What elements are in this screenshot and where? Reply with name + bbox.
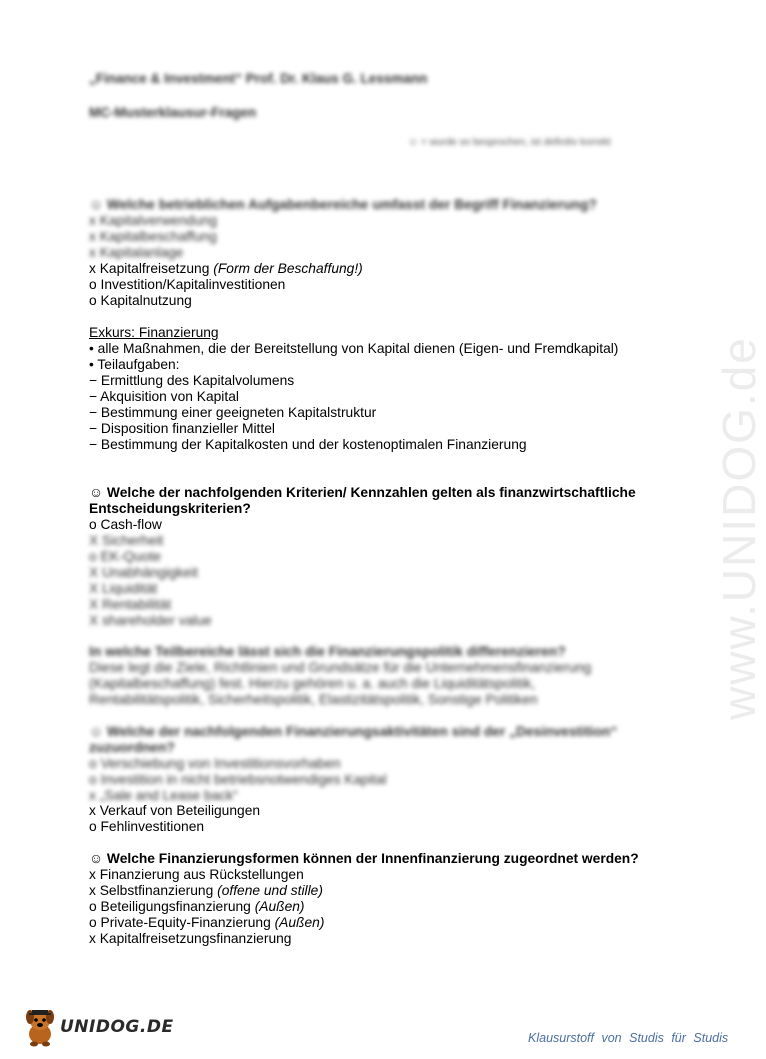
q4-question-line-1: ☺ Welche der nachfolgenden Finanzierungsaktivitäten sind der „Desinvestition“ xyxy=(89,724,618,739)
q5-option-4 xyxy=(89,915,324,931)
document-subtitle: MC-Musterklausur-Fragen xyxy=(89,105,257,120)
q2-option-2: X Sicherheit xyxy=(89,533,164,548)
footer-slogan: Klausurstoff von Studis für Studis xyxy=(528,1031,729,1045)
q1-option-3: x Kapitalanlage xyxy=(89,245,184,260)
q4-question-line-2: zuzuordnen? xyxy=(89,740,175,755)
q2-option-1: o Cash-flow xyxy=(89,517,162,532)
q5-option-4-text: o Private-Equity-Finanzierung xyxy=(89,915,275,930)
q4-option-3: x „Sale and Lease back“ xyxy=(89,788,238,803)
q5-option-2-note: (offene und stille) xyxy=(217,883,323,898)
q5-question: ☺ Welche Finanzierungsformen können der Innenfinanzierung zugeordnet werden? xyxy=(89,851,639,866)
q5-option-2 xyxy=(89,883,323,899)
exkurs-dash-5: − Bestimmung der Kapitalkosten und der kostenoptimalen Finanzierung xyxy=(89,437,527,452)
q4-option-5: o Fehlinvestitionen xyxy=(89,819,205,834)
q3-answer-line-3: Rentabilitätspolitik, Sicherheitspolitik, Elastizitätspolitik, Sonstige Politiken xyxy=(89,692,538,707)
q5-option-5: x Kapitalfreisetzungsfinanzierung xyxy=(89,931,292,946)
q5-option-2-text: x Selbstfinanzierung xyxy=(89,883,218,898)
q5-option-3-text: o Beteiligungsfinanzierung xyxy=(89,899,255,914)
q1-question: ☺ Welche betrieblichen Aufgabenbereiche umfasst der Begriff Finanzierung? xyxy=(89,197,597,212)
exkurs-heading: Exkurs: Finanzierung xyxy=(89,325,219,340)
q2-question-line-1: ☺ Welche der nachfolgenden Kriterien/ Kennzahlen gelten als finanzwirtschaftliche xyxy=(89,485,636,500)
q2-question-line-2: Entscheidungskriterien? xyxy=(89,501,251,516)
document-title: „Finance & Investment“ Prof. Dr. Klaus G. Lessmann xyxy=(89,71,428,86)
q4-option-1: o Verschiebung von Investitionsvorhaben xyxy=(89,756,341,771)
q4-option-2: o Investition in nicht betriebsnotwendiges Kapital xyxy=(89,772,387,787)
q3-answer-line-1: Diese legt die Ziele, Richtlinien und Grundsätze für die Unternehmensfinanzierung xyxy=(89,660,592,675)
q5-option-3 xyxy=(89,899,305,915)
q2-option-3: o EK-Quote xyxy=(89,549,162,564)
q2-option-6: X Rentabilität xyxy=(89,597,172,612)
unidog-logo[interactable] xyxy=(22,1007,174,1047)
q1-option-4-text: x Kapitalfreisetzung xyxy=(89,261,214,276)
exkurs-dash-4: − Disposition finanzieller Mittel xyxy=(89,421,275,436)
dog-mascot-icon xyxy=(22,1007,58,1047)
q1-option-6: o Kapitalnutzung xyxy=(89,293,192,308)
q3-question: In welche Teilbereiche lässt sich die Finanzierungspolitik differenzieren? xyxy=(89,644,566,659)
q4-option-4: x Verkauf von Beteiligungen xyxy=(89,803,261,818)
exkurs-bullet-2: • Teilaufgaben: xyxy=(89,357,180,372)
q2-option-7: X shareholder value xyxy=(89,613,212,628)
q1-option-4 xyxy=(89,261,363,277)
q3-answer-line-2: (Kapitalbeschaffung) fest. Hierzu gehören u. a. auch die Liquiditätspolitik, xyxy=(89,676,536,691)
q1-option-5: o Investition/Kapitalinvestitionen xyxy=(89,277,286,292)
watermark: www.UNIDOG.de xyxy=(713,336,765,720)
legend-note: ☺ = wurde so besprochen, ist definitiv korrekt xyxy=(408,137,611,148)
q2-option-4: X Unabhängigkeit xyxy=(89,565,198,580)
q5-option-1: x Finanzierung aus Rückstellungen xyxy=(89,867,304,882)
exkurs-bullet-1: • alle Maßnahmen, die der Bereitstellung von Kapital dienen (Eigen- und Fremdkapital) xyxy=(89,341,619,356)
exkurs-dash-1: − Ermittlung des Kapitalvolumens xyxy=(89,373,295,388)
q1-option-1: x Kapitalverwendung xyxy=(89,213,218,228)
exkurs-dash-2: − Akquisition von Kapital xyxy=(89,389,239,404)
q2-option-5: X Liquidität xyxy=(89,581,158,596)
q5-option-4-note: (Außen) xyxy=(274,915,325,930)
q1-option-4-note: (Form der Beschaffung!) xyxy=(213,261,363,276)
q5-option-3-note: (Außen) xyxy=(254,899,305,914)
q1-option-2: x Kapitalbeschaffung xyxy=(89,229,217,244)
logo-text: UNIDOG.DE xyxy=(60,1017,174,1037)
exkurs-dash-3: − Bestimmung einer geeigneten Kapitalstruktur xyxy=(89,405,377,420)
